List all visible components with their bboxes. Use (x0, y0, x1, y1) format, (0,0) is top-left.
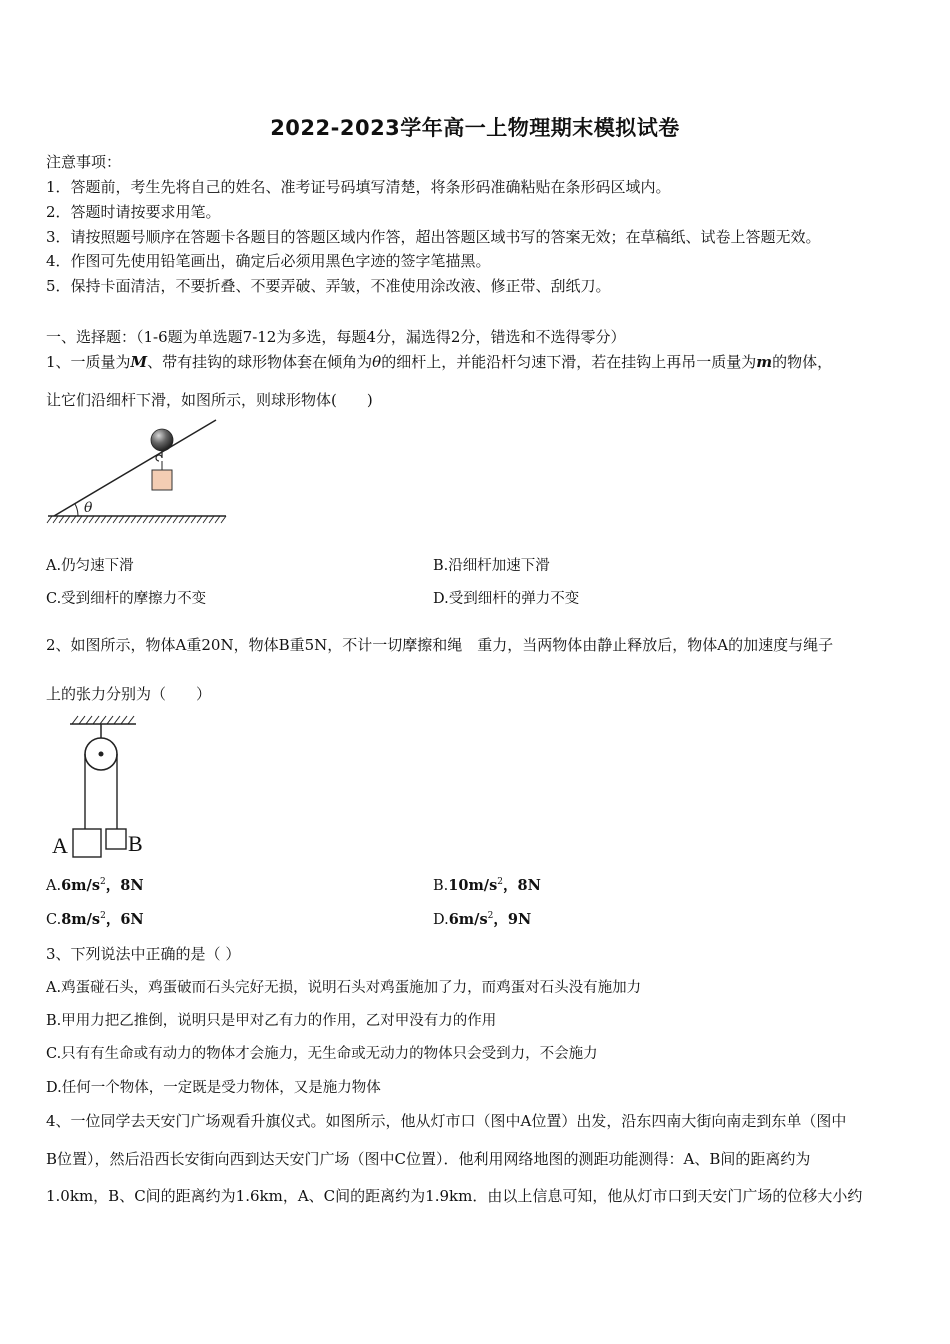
page-title: 2022-2023学年高一上物理期末模拟试卷 (270, 116, 680, 140)
ball (151, 429, 173, 451)
notice-item: 1．答题前，考生先将自己的姓名、准考证号码填写清楚，将条形码准确粘贴在条形码区域内。 (46, 178, 671, 196)
notice-item: 2．答题时请按要求用笔。 (46, 203, 221, 221)
q2-option-b (433, 876, 541, 896)
option-value: 6m/s (61, 877, 100, 894)
notice-item: 4．作图可先使用铅笔画出，确定后必须用黑色字迹的签字笔描黑。 (46, 252, 491, 270)
option-exponent: 2 (497, 877, 503, 888)
option-value: 6m/s (448, 911, 488, 928)
option-prefix: D. (433, 912, 449, 928)
q3-option-c: C.只有有生命或有动力的物体才会施力，无生命或无动力的物体只会受到力，不会施力 (46, 1046, 598, 1062)
question-3-stem: 3、下列说法中正确的是（ ） (46, 945, 241, 963)
q1-text: 的物体， (772, 353, 833, 371)
label-b: B (128, 831, 143, 856)
option-value: 10m/s (448, 877, 498, 894)
ceiling-hatch (72, 716, 134, 724)
notice-heading: 注意事项： (46, 153, 122, 171)
question-1-stem-line2: 让它们沿细杆下滑，如图所示，则球形物体( ) (46, 391, 373, 409)
pulley-figure (44, 712, 154, 862)
pulley-axle (99, 752, 104, 757)
question-2-stem-line1: 2、如图所示，物体A重20N，物体B重5N，不计一切摩擦和绳 重力，当两物体由静止释放后，物体A的加速度与绳子 (46, 636, 834, 654)
option-value: 8m/s (61, 911, 101, 928)
q1-option-a: A.仍匀速下滑 (46, 558, 134, 574)
hanging-block (152, 470, 172, 490)
question-2-stem-line2: 上的张力分别为（ ） (46, 685, 212, 703)
option-rest: ，8N (502, 877, 541, 894)
var-theta: θ (372, 353, 382, 371)
angle-arc (75, 504, 78, 516)
block-a (73, 829, 101, 857)
option-prefix: C. (46, 912, 62, 928)
angle-theta-label: θ (84, 500, 93, 516)
q1-text: 、带有挂钩的球形物体套在倾角为 (147, 353, 373, 371)
label-a: A (52, 833, 68, 858)
option-exponent: 2 (100, 911, 106, 922)
option-exponent: 2 (487, 911, 494, 922)
q2-option-d (433, 910, 531, 930)
q1-text: 的细杆上，并能沿杆匀速下滑，若在挂钩上再吊一质量为 (381, 353, 757, 371)
q2-option-c (46, 910, 144, 930)
q1-option-d: D.受到细杆的弹力不变 (433, 591, 580, 607)
notice-item: 5．保持卡面清洁，不要折叠、不要弄破、弄皱，不准使用涂改液、修正带、刮纸刀。 (46, 277, 611, 295)
q3-option-b: B.甲用力把乙推倒，说明只是甲对乙有力的作用，乙对甲没有力的作用 (46, 1013, 497, 1029)
option-rest: ，9N (493, 911, 532, 928)
incline-rod-figure (44, 408, 234, 526)
question-4-stem-line2: B位置），然后沿西长安街向西到达天安门广场（图中C位置）．他利用网络地图的测距功能测得：A、B间的距离约为 (46, 1150, 811, 1168)
q1-text: 1、一质量为 (46, 353, 131, 371)
q2-option-a (46, 876, 144, 896)
section-heading: 一、选择题：（1-6题为单选题7-12为多选，每题4分，漏选得2分，错选和不选得零分） (46, 328, 626, 346)
q3-option-a: A.鸡蛋碰石头，鸡蛋破而石头完好无损，说明石头对鸡蛋施加了力，而鸡蛋对石头没有施加力 (46, 980, 642, 996)
question-4-stem-line1: 4、一位同学去天安门广场观看升旗仪式。如图所示，他从灯市口（图中A位置）出发，沿东四南大街向南走到东单（图中 (46, 1112, 847, 1130)
option-prefix: A. (46, 878, 62, 894)
q1-option-c: C.受到细杆的摩擦力不变 (46, 591, 207, 607)
incline-rod (54, 420, 216, 516)
question-1-stem-line1 (46, 352, 832, 372)
notice-item: 3．请按照题号顺序在答题卡各题目的答题区域内作答，超出答题区域书写的答案无效；在草稿纸、试卷上答题无效。 (46, 228, 821, 246)
option-prefix: B. (433, 878, 449, 894)
q1-option-b: B.沿细杆加速下滑 (433, 558, 550, 574)
var-m: m (756, 353, 773, 371)
q3-option-d: D.任何一个物体，一定既是受力物体，又是施力物体 (46, 1080, 381, 1096)
option-rest: ，6N (105, 911, 144, 928)
var-M: M (130, 353, 148, 371)
option-exponent: 2 (100, 877, 106, 888)
question-4-stem-line3: 1.0km，B、C间的距离约为1.6km，A、C间的距离约为1.9km．由以上信息可知，他从灯市口到天安门广场的位移大小约 (46, 1187, 863, 1205)
option-rest: ，8N (105, 877, 144, 894)
ground-hatch (47, 516, 226, 523)
block-b (106, 829, 126, 849)
